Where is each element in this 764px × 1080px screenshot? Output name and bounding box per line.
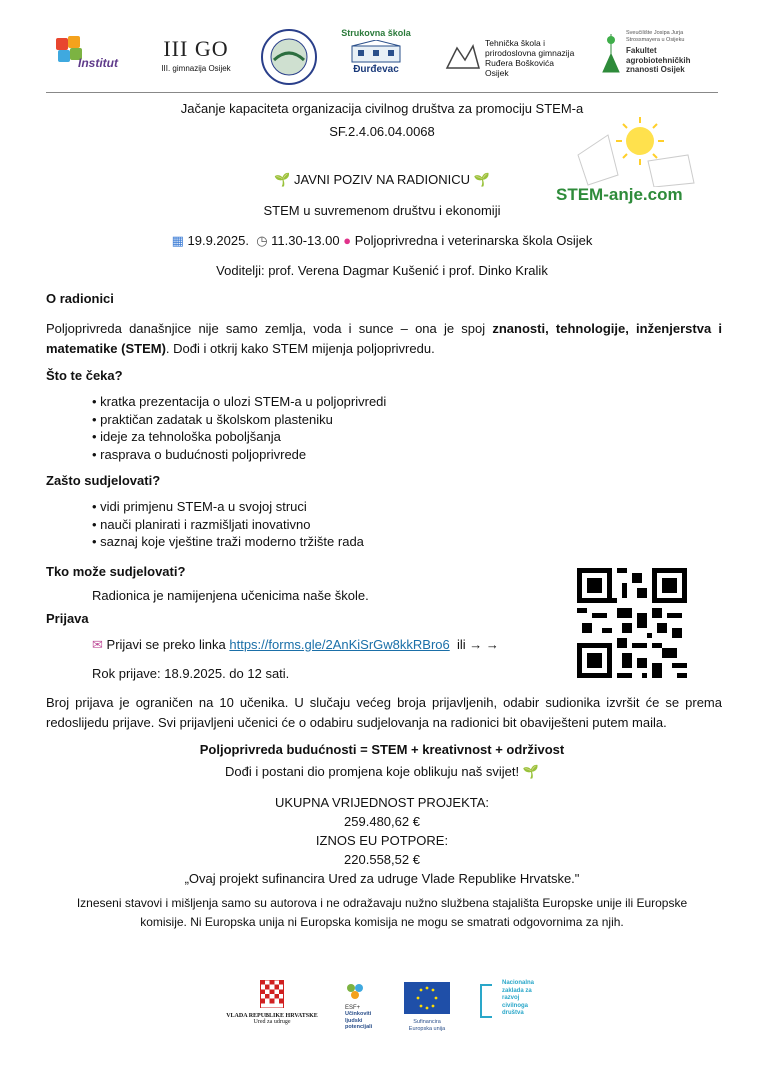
round-school-emblem	[260, 28, 318, 91]
envelope-icon: ✉	[92, 637, 103, 652]
fakultet-logo: Sveučilište Josipa Jurja Strossmayera u Osijeku Fakultet agrobiotehničkih znanosti Osijek	[600, 30, 718, 86]
sprout-icon: 🌱	[522, 764, 539, 779]
voditelji: Voditelji: prof. Verena Dagmar Kušenić i prof. Dinko Kralik	[216, 263, 548, 278]
o-radionici-heading: O radionici	[46, 291, 114, 306]
prijava-info: Broj prijava je ograničen na 10 učenika. U slučaju većeg broja prijavljenih, odabir sudionika izvršit će se prema redoslijedu prijave. Svi prijavljeni učenici će o odabiru sudjelovanja na radionici bit obaviješteni putem maila.	[46, 695, 722, 730]
poziv-title: 🌱 JAVNI POZIV NA RADIONICU 🌱	[274, 172, 490, 187]
finance-block: UKUPNA VRIJEDNOST PROJEKTA: 259.480,62 € IZNOS EU POTPORE: 220.558,52 € „Ovaj projekt sufinancira Ured za udruge Vlade Republike Hrvatske."	[184, 795, 580, 886]
list-item: • nauči planirati i razmišljati inovativno	[92, 516, 364, 534]
institut-logo: Institut	[54, 34, 124, 78]
vlada-logo: VLADA REPUBLIKE HRVATSKE Ured za udruge	[222, 980, 322, 1025]
qr-code[interactable]	[577, 568, 687, 678]
partner-logos	[48, 28, 718, 90]
sprout-icon: 🌱	[274, 172, 291, 187]
tko-heading: Tko može sudjelovati?	[46, 564, 186, 579]
eu-flag-logo: Sufinancira Europska unija	[402, 982, 452, 1032]
rok-prijave: Rok prijave: 18.9.2025. do 12 sati.	[92, 666, 290, 681]
zasto-list	[92, 498, 364, 551]
calendar-icon: ▦	[171, 233, 184, 248]
stem-anje-logo: STEM-anje.com	[548, 115, 698, 211]
sto-te-ceka-heading: Što te čeka?	[46, 368, 123, 383]
gimnazija-logo: III GO III. gimnazija Osijek	[161, 36, 231, 73]
pin-icon: ●	[343, 233, 352, 248]
event-details: ▦ 19.9.2025. ◷ 11.30-13.00 ● Poljoprivredna i veterinarska škola Osijek	[171, 233, 593, 248]
slogan: Poljoprivreda budućnosti = STEM + kreativnost + održivost	[199, 742, 565, 757]
strukovna-skola-logo: Strukovna škola Đurđevac	[341, 28, 411, 75]
list-item: • vidi primjenu STEM-a u svojoj struci	[92, 498, 364, 516]
tehnicka-skola-logo: Tehnička škola i prirodoslovna gimnazija Ruđera Boškovića Osijek	[443, 38, 583, 82]
poziv-subtitle: STEM u suvremenom društvu i ekonomiji	[263, 203, 501, 218]
list-item: • kratka prezentacija o ulozi STEM-a u poljoprivredi	[92, 393, 386, 411]
sprout-icon: 🌱	[473, 172, 490, 187]
clock-icon: ◷	[256, 233, 268, 248]
prijava-heading: Prijava	[46, 611, 89, 626]
disclaimer: Izneseni stavovi i mišljenja samo su autorova i ne odražavaju nužno službena stajališta Europske unije ili Europske komisije. Ni Europska unija ni Europska komisija ne mogu se smatrati odgovornima za njih.	[76, 896, 688, 929]
tko-text: Radionica je namijenjena učenicima naše škole.	[92, 588, 369, 603]
project-title: Jačanje kapaciteta organizacija civilnog društva za promociju STEM-a	[180, 101, 584, 116]
o-radionici-text: Poljoprivreda današnjice nije samo zemlja, voda i sunce – ona je spoj znanosti, tehnologije, inženjerstva i matematike (STEM). Dođi i otkrij kako STEM mijenja poljoprivredu.	[46, 321, 722, 356]
list-item: • rasprava o budućnosti poljoprivrede	[92, 446, 386, 464]
slogan-line2: Dođi i postani dio promjena koje oblikuju naš svijet! 🌱	[225, 764, 539, 779]
project-code: SF.2.4.06.04.0068	[329, 124, 435, 139]
prijava-line: ✉ Prijavi se preko linka https://forms.gle/2AnKiSrGw8kkRBro6 ili → →	[92, 637, 499, 652]
sto-te-ceka-list	[92, 393, 386, 463]
header-divider	[46, 92, 718, 93]
list-item: • ideje za tehnološka poboljšanja	[92, 428, 386, 446]
prijava-link[interactable]: https://forms.gle/2AnKiSrGw8kkRBro6	[229, 637, 450, 652]
list-item: • saznaj koje vještine traži moderno tržište rada	[92, 533, 364, 551]
esf-logo: ESF+ Učinkoviti ljudski potencijali	[345, 982, 385, 1031]
list-item: • praktičan zadatak u školskom plasteniku	[92, 411, 386, 429]
zasto-heading: Zašto sudjelovati?	[46, 473, 161, 488]
